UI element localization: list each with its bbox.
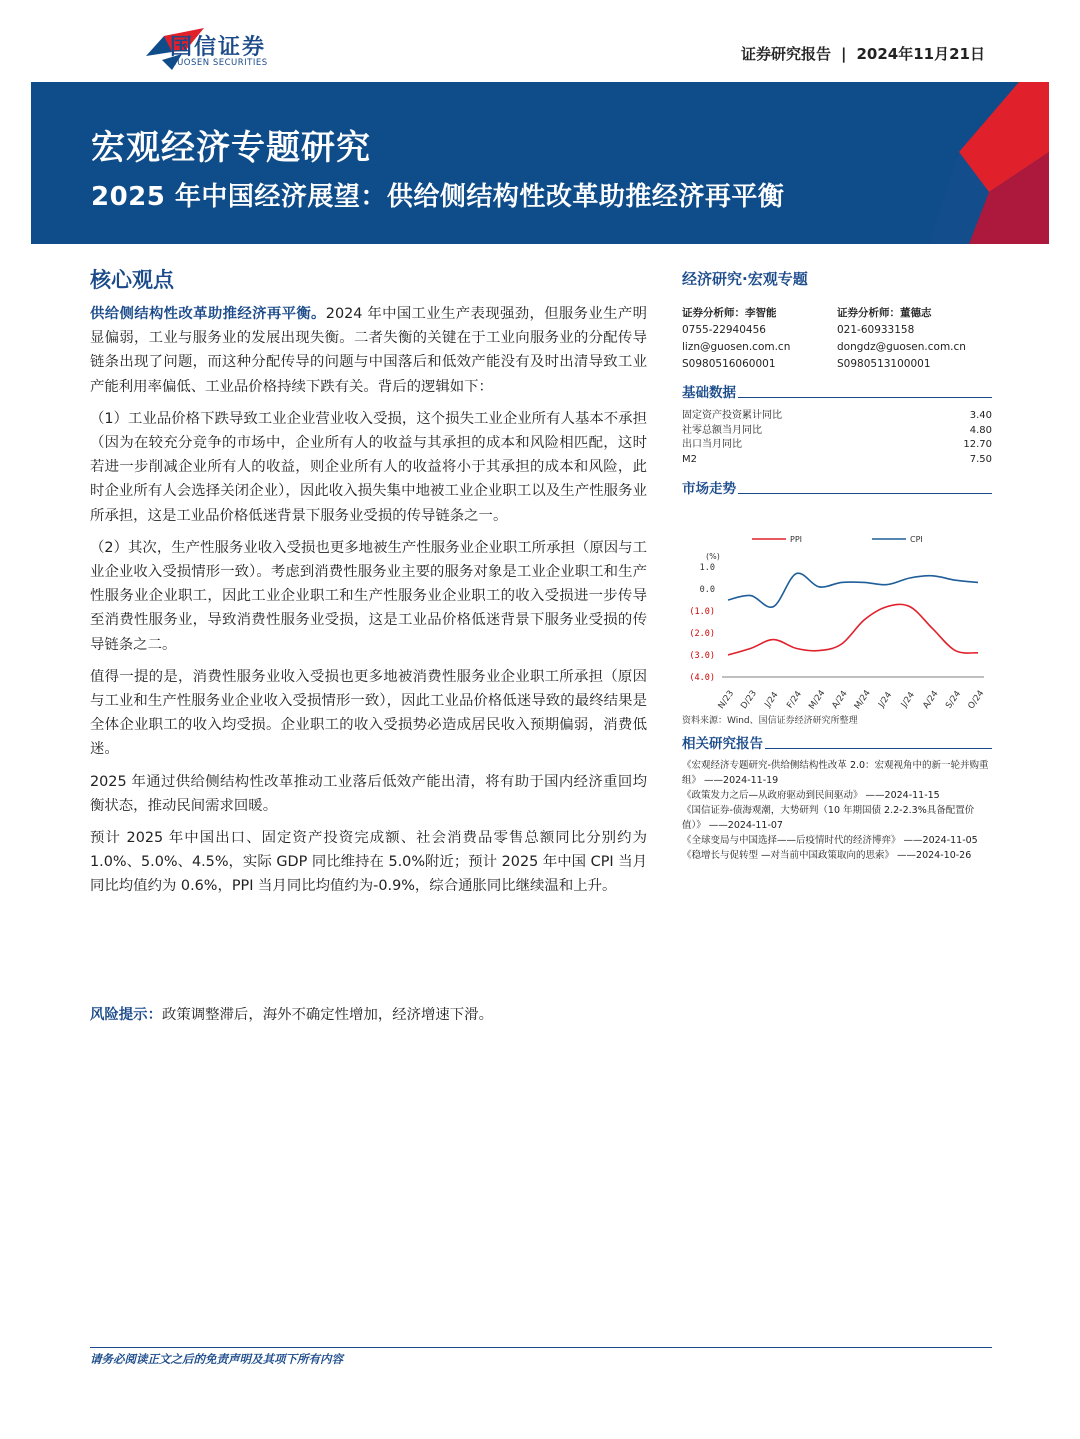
report-type: 证券研究报告 — [741, 45, 832, 63]
ppi-cpi-line-chart — [682, 497, 992, 709]
analyst-2-title: 证券分析师：董德志 — [837, 307, 932, 319]
related-report-item[interactable]: 《宏观经济专题研究-供给侧结构性改革 2.0：宏观视角中的新一轮并购重组》 ——2024-11-19 — [682, 760, 989, 786]
legend-label: CPI — [910, 535, 923, 544]
banner-decoration-icon — [929, 82, 1049, 244]
market-trend-title: 市场走势 — [682, 481, 736, 497]
y-tick-label: (4.0) — [689, 673, 715, 683]
company-name-cn: 国信证券 — [170, 35, 267, 60]
y-tick-label: (2.0) — [689, 629, 715, 639]
legend-label: PPI — [790, 535, 803, 544]
x-tick-label: J/24 — [763, 690, 781, 709]
related-report-item[interactable]: 《国信证券-债海观潮，大势研判（10 年期国债 2.2-2.3%具备配置价值）》 ——2024-11-07 — [682, 805, 975, 831]
x-tick-label: N/23 — [716, 688, 737, 709]
paragraph-3: （2）其次，生产性服务业收入受损也更多地被生产性服务业企业职工所承担（原因与工业企业收入受损情形一致）。考虑到消费性服务业主要的服务对象是工业企业职工和生产性服务业企业职工，因此工业企业职工和生产性服务业企业职工的收入受损进一步传导至消费性服务业，导致消费性服务业受损，这是工业品价格低迷背景下服务业受损的传导链条之二。 — [90, 539, 647, 653]
paragraph-2: （1）工业品价格下跌导致工业企业营业收入受损，这个损失工业企业所有人基本不承担（因为在较充分竞争的市场中，企业所有人的收益与其承担的成本和风险相匹配，这时若进一步削减企业所有人的收益，则企业所有人的收益将小于其承担的成本和风险，此时企业所有人会选择关闭企业），因此收入损失集中地被工业企业职工以及生产性服务业所承担，这是工业品价格低迷背景下服务业受损的传导链条之一。 — [90, 410, 647, 524]
cpi-series-line — [728, 573, 978, 607]
analyst-1 — [682, 305, 837, 373]
paragraph-1-highlight: 供给侧结构性改革助推经济再平衡。 — [90, 306, 326, 322]
company-name-en: GUOSEN SECURITIES — [170, 58, 268, 68]
basic-data-table — [682, 409, 992, 467]
paragraph-4: 值得一提的是，消费性服务业收入受损也更多地被消费性服务业企业职工所承担（原因与工业和生产性服务业企业收入受损情形一致），因此工业品价格低迷导致的最终结果是全体企业职工的收入均受损。企业职工的收入受损势必造成居民收入预期偏弱，消费低迷。 — [90, 668, 647, 758]
report-meta — [741, 43, 985, 64]
risk-warning — [90, 1003, 650, 1024]
basic-data-row — [682, 453, 992, 468]
basic-data-value: 3.40 — [969, 410, 992, 421]
analyst-1-phone: 0755-22940456 — [682, 324, 766, 336]
header-separator: | — [841, 45, 847, 63]
risk-text: 政策调整滞后，海外不确定性增加，经济增速下滑。 — [161, 1007, 493, 1023]
x-tick-label: F/24 — [785, 689, 804, 709]
x-tick-label: S/24 — [944, 689, 964, 709]
sidebar — [682, 268, 992, 863]
x-tick-label: J/24 — [876, 690, 895, 709]
x-tick-label: O/24 — [966, 688, 987, 709]
footer-disclaimer: 请务必阅读正文之后的免责声明及其项下所有内容 — [90, 1352, 343, 1366]
risk-label: 风险提示： — [90, 1007, 162, 1023]
related-report-item[interactable]: 《政策发力之后—从政府驱动到民间驱动》 ——2024-11-15 — [682, 790, 940, 801]
related-reports-heading — [682, 732, 992, 752]
core-view-heading: 核心观点 — [90, 268, 174, 292]
basic-data-label: 固定资产投资累计同比 — [682, 410, 782, 421]
basic-data-row — [682, 409, 992, 424]
core-view-body — [90, 302, 647, 907]
analyst-1-title: 证券分析师：李智能 — [682, 307, 777, 319]
basic-data-label: 社零总额当月同比 — [682, 424, 762, 436]
y-tick-label: 0.0 — [699, 585, 715, 595]
chart-source: 资料来源：Wind、国信证券经济研究所整理 — [682, 716, 858, 726]
paragraph-6: 预计 2025 年中国出口、固定资产投资完成额、社会消费品零售总额同比分别约为 1.0%、5.0%、4.5%，实际 GDP 同比维持在 5.0%附近；预计 2025 年中国 CPI 当月同比均值约为 0.6%，PPI 当月同比均值约为-0.9%，综合通胀同比继续温和上升。 — [90, 830, 647, 895]
basic-data-row — [682, 438, 992, 453]
market-trend-heading — [682, 477, 992, 497]
related-reports-list — [682, 758, 992, 863]
paragraph-1-text: 2024 年中国工业生产表现强劲，但服务业生产明显偏弱，工业与服务业的发展出现失衡。二者失衡的关键在于工业向服务业的分配传导链条出现了问题，而这种分配传导的问题与中国落后和低效产能没有及时出清导致工业产能利用率偏低、工业品价格持续下跌有关。背后的逻辑如下： — [90, 306, 647, 395]
paragraph-1 — [90, 302, 647, 399]
analyst-list — [682, 305, 992, 373]
basic-data-value: 7.50 — [969, 453, 992, 465]
related-report-item[interactable]: 《稳增长与促转型 —对当前中国政策取向的思索》 ——2024-10-26 — [682, 850, 972, 861]
x-tick-label: A/24 — [830, 688, 850, 709]
basic-data-label: M2 — [682, 453, 697, 465]
footer-divider — [90, 1347, 992, 1348]
sidebar-section-title: 经济研究·宏观专题 — [682, 270, 808, 288]
analyst-1-email[interactable]: lizn@guosen.com.cn — [682, 341, 791, 353]
related-reports-title: 相关研究报告 — [682, 736, 763, 752]
basic-data-row — [682, 424, 992, 439]
basic-data-value: 12.70 — [963, 439, 992, 450]
x-tick-label: M/24 — [807, 688, 828, 709]
analyst-2-email[interactable]: dongdz@guosen.com.cn — [837, 341, 966, 353]
y-tick-label: 1.0 — [699, 563, 715, 573]
basic-data-heading — [682, 381, 992, 401]
paragraph-5: 2025 年通过供给侧结构性改革推动工业落后低效产能出清，将有助于国内经济重回均衡状态，推动民间需求回暖。 — [90, 773, 647, 814]
related-report-item[interactable]: 《全球变局与中国选择——后疫情时代的经济博弈》 ——2024-11-05 — [682, 835, 978, 846]
ppi-series-line — [728, 604, 978, 655]
y-unit-label: (%) — [706, 552, 720, 561]
analyst-2-phone: 021-60933158 — [837, 324, 915, 336]
analyst-1-id: S0980516060001 — [682, 358, 776, 370]
x-tick-label: D/23 — [739, 688, 759, 709]
basic-data-label: 出口当月同比 — [682, 439, 742, 450]
x-tick-label: M/24 — [852, 688, 873, 709]
analyst-2 — [837, 305, 992, 373]
report-subtitle: 2025 年中国经济展望：供给侧结构性改革助推经济再平衡 — [91, 182, 785, 212]
x-tick-label: J/24 — [899, 690, 917, 709]
analyst-2-id: S0980513100001 — [837, 358, 931, 370]
report-main-title: 宏观经济专题研究 — [91, 128, 371, 168]
y-tick-label: (1.0) — [689, 607, 715, 617]
title-banner — [31, 82, 1049, 244]
basic-data-title: 基础数据 — [682, 385, 736, 401]
x-tick-label: A/24 — [921, 688, 941, 709]
y-tick-label: (3.0) — [689, 651, 715, 661]
basic-data-value: 4.80 — [969, 424, 992, 436]
report-date: 2024年11月21日 — [856, 45, 985, 63]
